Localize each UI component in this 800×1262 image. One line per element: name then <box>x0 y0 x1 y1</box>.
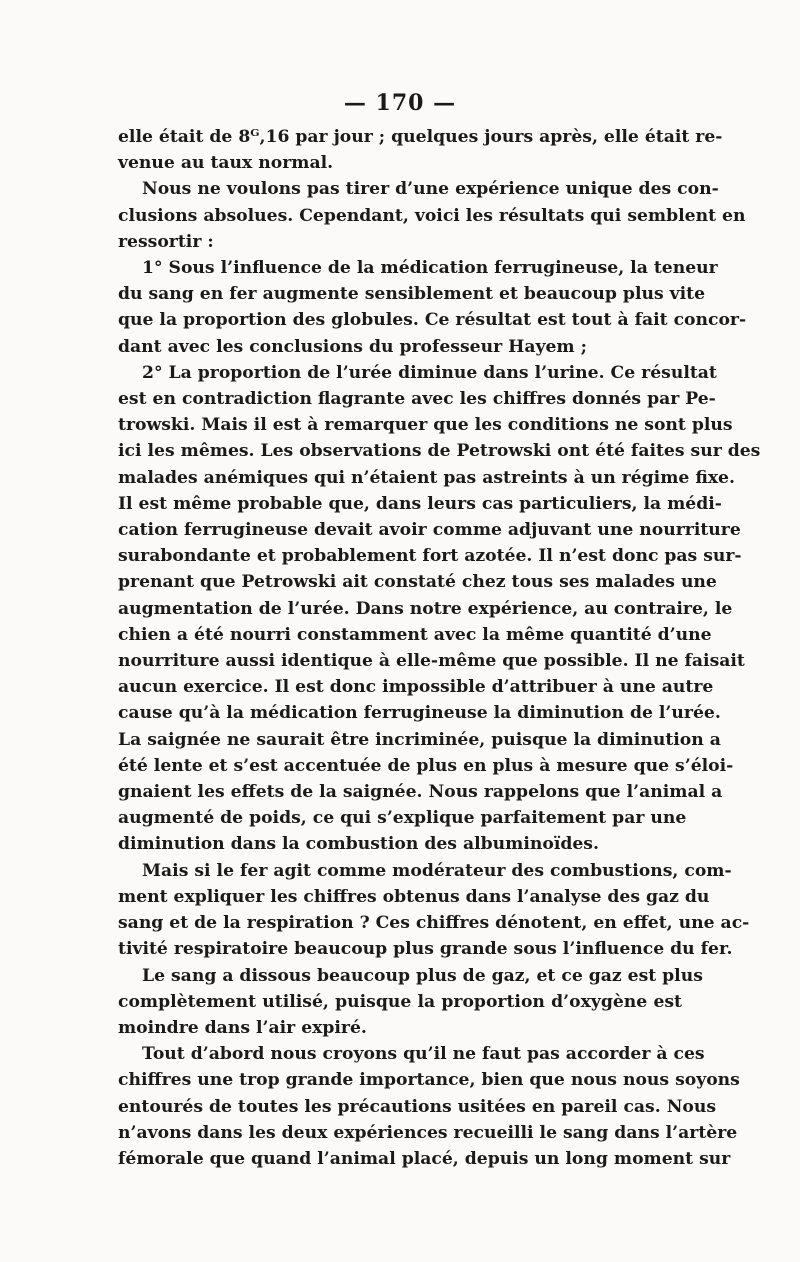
text-line: fémorale que quand l’animal placé, depuis un long moment sur <box>118 1148 731 1169</box>
text-line: ici les mêmes. Les observations de Petrowski ont été faites sur des <box>118 441 761 462</box>
text-line: augmenté de poids, ce qui s’explique parfaitement par une <box>118 808 687 829</box>
text-line: prenant que Petrowski ait constaté chez tous ses malades une <box>118 572 717 593</box>
text-line: ressortir : <box>118 231 214 252</box>
text-line: Tout d’abord nous croyons qu’il ne faut pas accorder à ces <box>142 1044 705 1065</box>
text-line: cause qu’à la médication ferrugineuse la diminution de l’urée. <box>118 703 721 724</box>
text-line: tivité respiratoire beaucoup plus grande sous l’influence du fer. <box>118 939 733 960</box>
paragraph <box>118 176 746 255</box>
text-line: été lente et s’est accentuée de plus en plus à mesure que s’éloi- <box>118 755 734 776</box>
text-line: est en contradiction flagrante avec les chiffres donnés par Pe- <box>118 389 716 410</box>
paragraph <box>118 124 723 176</box>
body-text <box>118 124 761 1172</box>
text-line: complètement utilisé, puisque la proportion d’oxygène est <box>118 991 682 1012</box>
text-line: malades anémiques qui n’étaient pas astreints à un régime fixe. <box>118 467 735 488</box>
text-line: gnaient les effets de la saignée. Nous rappelons que l’animal a <box>118 782 723 803</box>
text-line: cation ferrugineuse devait avoir comme adjuvant une nourriture <box>118 520 741 541</box>
text-line: dant avec les conclusions du professeur Hayem ; <box>118 336 587 357</box>
text-line: n’avons dans les deux expériences recueilli le sang dans l’artère <box>118 1122 738 1143</box>
paragraph <box>118 360 761 858</box>
text-line: 1° Sous l’influence de la médication ferrugineuse, la teneur <box>142 258 718 279</box>
text-line: ment expliquer les chiffres obtenus dans l’analyse des gaz du <box>118 886 710 907</box>
text-line: augmentation de l’urée. Dans notre expérience, au contraire, le <box>118 598 733 619</box>
text-line: diminution dans la combustion des albuminoïdes. <box>118 834 599 855</box>
text-line: clusions absolues. Cependant, voici les résultats qui semblent en <box>118 205 746 226</box>
text-line: moindre dans l’air expiré. <box>118 1017 367 1038</box>
text-line: du sang en fer augmente sensiblement et beaucoup plus vite <box>118 284 706 305</box>
text-line: Le sang a dissous beaucoup plus de gaz, et ce gaz est plus <box>142 965 703 986</box>
text-line: surabondante et probablement fort azotée. Il n’est donc pas sur- <box>118 546 742 567</box>
text-line: que la proportion des globules. Ce résultat est tout à fait concor- <box>118 310 747 331</box>
text-line: Mais si le fer agit comme modérateur des combustions, com- <box>142 860 732 881</box>
text-line: trowski. Mais il est à remarquer que les conditions ne sont plus <box>118 415 733 436</box>
text-line: chiffres une trop grande importance, bien que nous nous soyons <box>118 1070 740 1091</box>
page-number: — 170 — <box>343 90 457 116</box>
text-line: La saignée ne saurait être incriminée, puisque la diminution a <box>118 729 721 750</box>
paragraph <box>118 963 703 1042</box>
paragraph <box>118 858 750 963</box>
text-line: chien a été nourri constamment avec la même quantité d’une <box>118 624 712 645</box>
text-line: sang et de la respiration ? Ces chiffres dénotent, en effet, une ac- <box>118 913 750 934</box>
paragraph <box>118 255 747 360</box>
text-line: 2° La proportion de l’urée diminue dans l’urine. Ce résultat <box>142 362 717 383</box>
paragraph <box>118 1041 740 1172</box>
text-line: elle était de 8ᴳ,16 par jour ; quelques jours après, elle était re- <box>118 127 723 147</box>
text-line: nourriture aussi identique à elle-même que possible. Il ne faisait <box>118 651 745 672</box>
text-line: venue au taux normal. <box>118 153 334 174</box>
text-line: entourés de toutes les précautions usitées en pareil cas. Nous <box>118 1096 717 1117</box>
text-line: Nous ne voulons pas tirer d’une expérience unique des con- <box>142 179 719 200</box>
text-line: Il est même probable que, dans leurs cas particuliers, la médi- <box>118 493 722 514</box>
text-line: aucun exercice. Il est donc impossible d’attribuer à une autre <box>118 677 714 698</box>
